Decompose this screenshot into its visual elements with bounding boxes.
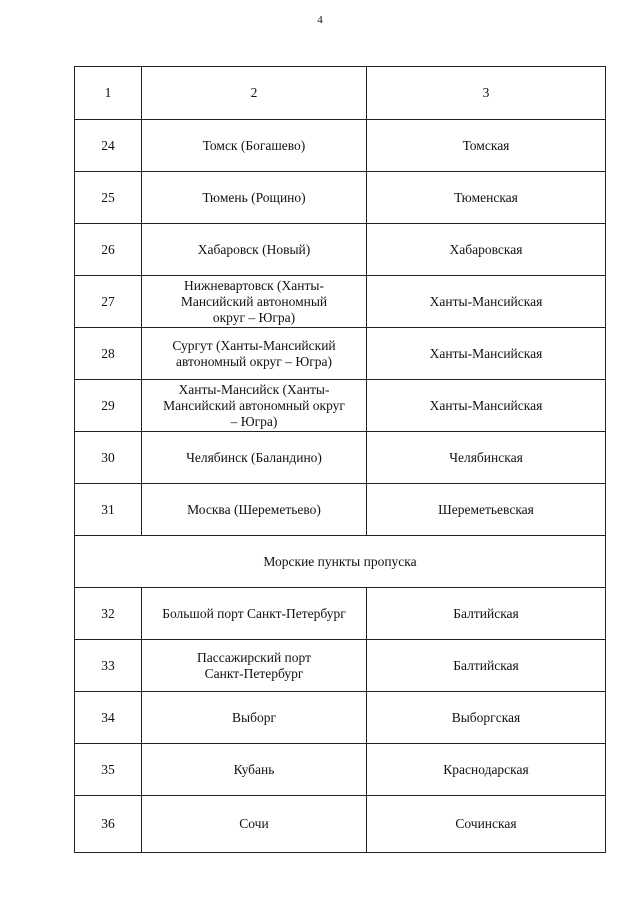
checkpoint-name-line: Мансийский автономный [180,293,328,309]
customs-office: Сочинская [367,796,606,853]
header-col-3: 3 [367,67,606,120]
row-number: 29 [75,380,142,432]
row-number: 24 [75,120,142,172]
table-row [75,432,606,484]
checkpoint-name-line: Сочи [239,816,269,831]
row-number: 32 [75,588,142,640]
customs-office: Балтийская [367,640,606,692]
checkpoint-name [142,120,367,172]
row-number: 33 [75,640,142,692]
checkpoint-name-line: Томск (Богашево) [202,137,306,153]
customs-office: Балтийская [367,588,606,640]
header-col-1: 1 [75,67,142,120]
checkpoint-name [142,692,367,744]
customs-office: Тюменская [367,172,606,224]
row-number: 34 [75,692,142,744]
customs-office: Хабаровская [367,224,606,276]
table-row [75,744,606,796]
checkpoint-name [142,276,367,328]
checkpoint-name-line: Челябинск (Баландино) [186,449,322,465]
table-row [75,588,606,640]
customs-office: Выборгская [367,692,606,744]
checkpoint-name-line: Сургут (Ханты-Мансийский [172,337,336,353]
table-row [75,640,606,692]
table-row [75,224,606,276]
table-row [75,120,606,172]
checkpoint-name-line: Хабаровск (Новый) [197,241,311,257]
checkpoint-name [142,588,367,640]
page-number: 4 [317,14,323,26]
checkpoint-name-line: автономный округ – Югра) [176,353,332,369]
checkpoint-name [142,380,367,432]
section-title: Морские пункты пропуска [75,536,606,588]
table-row [75,796,606,853]
checkpoint-name-line: Мансийский автономный округ [163,397,345,413]
row-number: 36 [75,796,142,853]
customs-office: Ханты-Мансийская [367,380,606,432]
checkpoint-name [142,224,367,276]
checkpoint-name-line: Нижневартовск (Ханты- [184,277,324,293]
row-number: 35 [75,744,142,796]
checkpoint-name-line: Выборг [232,709,276,725]
table-row [75,692,606,744]
checkpoint-name-line: Тюмень (Рощино) [202,189,306,205]
checkpoint-name-line: Санкт-Петербург [204,665,304,681]
checkpoint-name-line: Кубань [233,761,275,777]
checkpoint-name [142,640,367,692]
row-number: 28 [75,328,142,380]
checkpoint-name-line: Большой порт Санкт-Петербург [162,605,346,621]
checkpoint-name [142,796,367,853]
customs-office: Краснодарская [367,744,606,796]
table-row [75,276,606,328]
customs-office: Шереметьевская [367,484,606,536]
row-number: 30 [75,432,142,484]
table-row [75,484,606,536]
table-row [75,172,606,224]
row-number: 27 [75,276,142,328]
customs-office: Челябинская [367,432,606,484]
checkpoint-name-line: Ханты-Мансийск (Ханты- [178,381,330,397]
section-row [75,536,606,588]
checkpoints-table [74,66,606,853]
row-number: 26 [75,224,142,276]
checkpoint-name [142,432,367,484]
table-row [75,328,606,380]
checkpoint-name-line: – Югра) [230,413,278,429]
row-number: 25 [75,172,142,224]
checkpoint-name [142,328,367,380]
customs-office: Томская [367,120,606,172]
checkpoint-name-line: округ – Югра) [212,309,296,325]
header-col-2: 2 [142,67,367,120]
checkpoint-name-line: Пассажирский порт [196,649,311,665]
checkpoint-name [142,484,367,536]
table-row [75,380,606,432]
customs-office: Ханты-Мансийская [367,276,606,328]
row-number: 31 [75,484,142,536]
checkpoint-name [142,744,367,796]
checkpoint-name-line: Москва (Шереметьево) [187,501,321,517]
checkpoint-name [142,172,367,224]
table-header-row [75,67,606,120]
customs-office: Ханты-Мансийская [367,328,606,380]
